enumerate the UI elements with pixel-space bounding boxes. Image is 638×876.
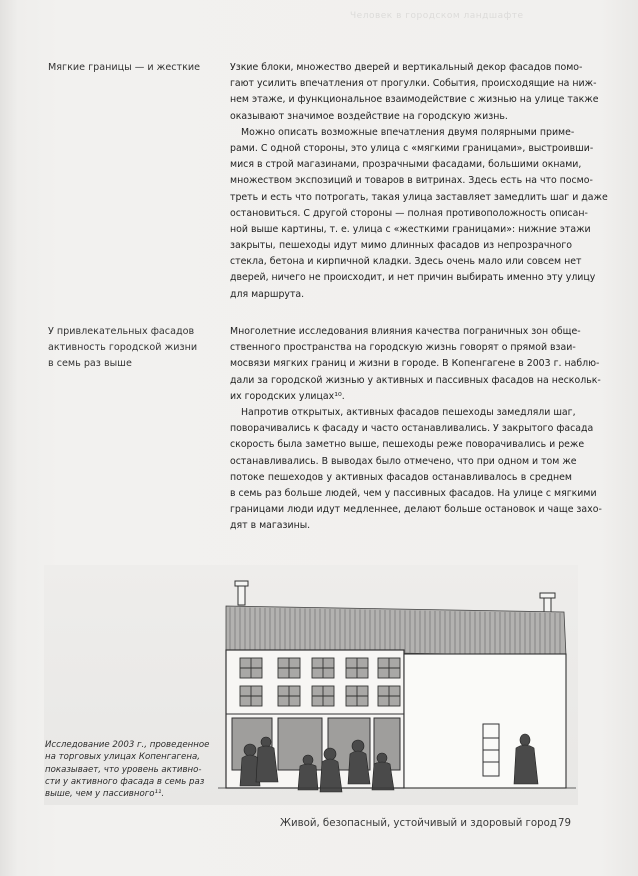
text-line: дверей, ничего не происходит, и нет причин выбирать именно эту улицу xyxy=(230,272,596,284)
side-heading-attractive-facades xyxy=(48,324,208,371)
facade-sketch-illustration xyxy=(218,570,576,800)
text-line: рами. С одной стороны, это улица с «мягкими границами», выстроивши- xyxy=(230,142,594,154)
text-line: нем этаже, и функциональное взаимодействие с жизнью на улице также xyxy=(230,94,599,106)
roof xyxy=(226,606,566,656)
body-text-section-2 xyxy=(230,324,602,534)
body-text-section-1 xyxy=(230,60,608,303)
text-line: Многолетние исследования влияния качества пограничных зон обще- xyxy=(230,326,581,337)
side-heading-line: в семь раз выше xyxy=(48,357,132,369)
text-line: потоке пешеходов у активных фасадов останавливалось в среднем xyxy=(230,471,572,483)
text-line: для маршрута. xyxy=(230,288,305,300)
caption-line: сти у активного фасада в семь раз xyxy=(45,776,205,787)
text-line: Напротив открытых, активных фасадов пешеходы замедляли шаг, xyxy=(241,406,576,418)
text-line: треть и есть что потрогать, такая улица заставляет замедлить шаг и даже xyxy=(230,191,608,203)
text-line: множеством экспозиций и товаров в витринах. Здесь есть на что посмо- xyxy=(230,175,593,187)
caption-line: выше, чем у пассивного¹¹. xyxy=(45,789,165,800)
page-footer xyxy=(280,818,580,829)
text-line: оказывают значимое воздействие на городскую жизнь. xyxy=(230,110,508,122)
text-line: Узкие блоки, множество дверей и вертикальный декор фасадов помо- xyxy=(230,62,583,73)
text-line: мосвязи мягких границ и жизни в городе. В Копенгагене в 2003 г. наблю- xyxy=(230,358,600,370)
text-line: стекла, бетона и кирпичной кладки. Здесь очень мало или совсем нет xyxy=(230,256,582,268)
figure-caption xyxy=(45,739,215,800)
text-line: ственного пространства на городскую жизнь говорят о прямой взаи- xyxy=(230,342,576,354)
text-line: поворачивались к фасаду и часто останавливались. У закрытого фасада xyxy=(230,423,594,435)
text-line: в семь раз больше людей, чем у пассивных фасадов. На улице с мягкими xyxy=(230,487,597,499)
text-line: гают усилить впечатления от прогулки. События, происходящие на ниж- xyxy=(230,78,597,90)
running-head: Человек в городском ландшафте xyxy=(350,11,524,21)
text-line: закрыты, пешеходы идут мимо длинных фасадов из непрозрачного xyxy=(230,240,572,252)
text-line: дали за городской жизнью у активных и пассивных фасадов на нескольк- xyxy=(230,374,601,386)
text-line: останавливались. В выводах было отмечено, что при одном и том же xyxy=(230,455,577,467)
page-number: 79 xyxy=(558,818,571,829)
side-heading-soft-hard-edges xyxy=(48,60,208,76)
passive-facade-building xyxy=(404,654,566,788)
text-line: мися в строй магазинами, прозрачными фасадами, большими окнами, xyxy=(230,159,582,171)
text-line: дят в магазины. xyxy=(230,520,311,532)
text-line: остановиться. С другой стороны — полная противоположность описан- xyxy=(230,207,588,219)
side-heading-line: Мягкие границы — и жесткие xyxy=(48,62,201,73)
caption-line: показывает, что уровень активно- xyxy=(45,764,202,775)
side-heading-line: У привлекательных фасадов xyxy=(48,326,195,337)
side-heading-line: активность городской жизни xyxy=(48,341,198,353)
text-line: скорость была заметно выше, пешеходы реже поворачивались и реже xyxy=(230,439,585,451)
text-line: их городских улицах¹⁰. xyxy=(230,390,345,402)
text-line: Можно описать возможные впечатления двумя полярными приме- xyxy=(241,126,575,138)
chimney-left xyxy=(235,581,248,605)
book-title: Живой, безопасный, устойчивый и здоровый город xyxy=(280,818,557,829)
text-line: границами люди идут медленнее, делают больше остановок и чаще захо- xyxy=(230,504,602,516)
caption-line: Исследование 2003 г., проведенное xyxy=(45,740,210,750)
text-line: ной выше картины, т. е. улица с «жесткими границами»: нижние этажи xyxy=(230,223,591,235)
caption-line: на торговых улицах Копенгагена, xyxy=(45,752,200,763)
